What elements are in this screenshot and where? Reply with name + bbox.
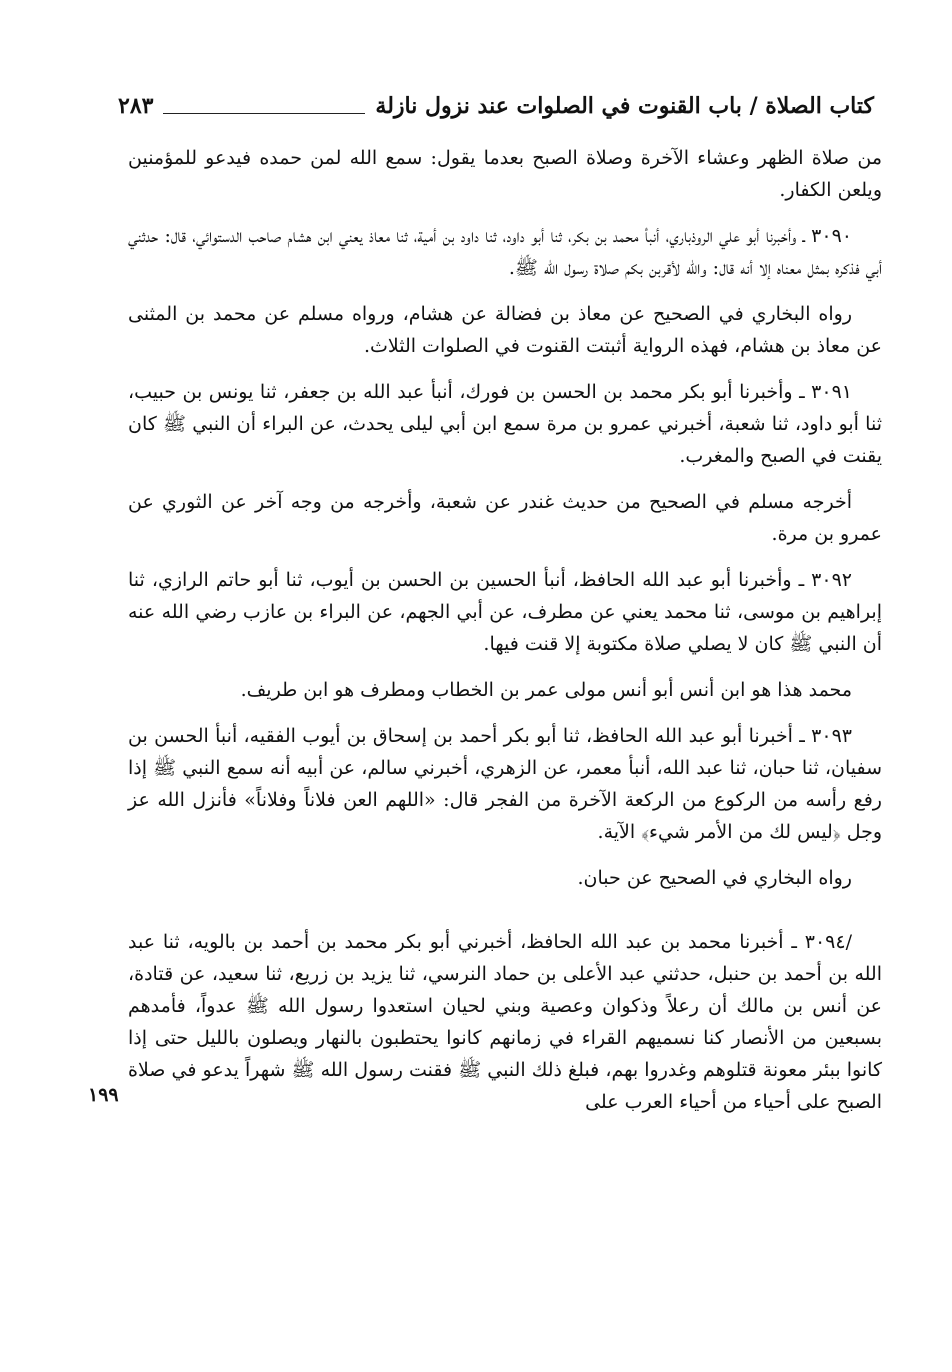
commentary-paragraph: رواه البخاري في الصحيح عن معاذ بن فضالة عن هشام، ورواه مسلم عن محمد بن المثنى عن معاذ بن هشام، فهذه الرواية أثبتت القنوت في الصلوات الثلاث. [128,303,882,357]
chapter-title: كتاب الصلاة / باب القنوت في الصلوات عند نزول نازلة [375,93,874,119]
hadith-3092: ٣٠٩٢ ـ وأخبرنا أبو عبد الله الحافظ، أنبأ الحسين بن الحسن بن أيوب، ثنا أبو حاتم الرازي، ثنا إبراهيم بن موسى، ثنا محمد يعني عن مطرف، عن أبي الجهم، عن البراء بن عازب رضي الله عنه أن النبي ﷺ كان لا يصلي صلاة مكتوبة إلا قنت فيها. [128,569,882,655]
page-body [128,142,882,1132]
commentary-paragraph: رواه البخاري في الصحيح عن حبان. [577,867,852,889]
page-number: ٢٨٣ [118,93,154,119]
commentary-paragraph: أخرجه مسلم في الصحيح من حديث غندر عن شعبة، وأخرجه من وجه آخر عن الثوري عن عمرو بن مرة. [128,491,882,545]
running-header [118,88,874,124]
paragraph: من صلاة الظهر وعشاء الآخرة وصلاة الصبح بعدما يقول: سمع الله لمن حمده فيدعو للمؤمنين ويلعن الكفار. [128,147,882,201]
commentary-paragraph: محمد هذا هو ابن أنس أبو أنس مولى عمر بن الخطاب ومطرف هو ابن طريف. [240,679,852,701]
header-rule [163,113,365,114]
hadith-3094: /٣٠٩٤ ـ أخبرنا محمد بن عبد الله الحافظ، أخبرني أبو بكر محمد بن أحمد بن بالويه، ثنا عبد الله بن أحمد بن حنبل، حدثني عبد الأعلى بن حماد النرسي، ثنا يزيد بن زريع، ثنا سعيد، عن قتادة، عن أنس بن مالك أن رعلاً وذكوان وعصية وبني لحيان استعدوا رسول الله ﷺ عدواً، فأمدهم بسبعين من الأنصار كنا نسميهم القراء في زمانهم كانوا يحتطبون بالنهار ويصلون بالليل حتى إذا كانوا ببئر معونة قتلوهم وغدروا بهم، فبلغ ذلك النبي ﷺ فقنت رسول الله ﷺ شهراً يدعو في صلاة الصبح على أحياء من أحياء العرب على [128,931,882,1113]
paragraph-gap [128,908,882,926]
hadith-3090: ٣٠٩٠ ـ وأخبرنا أبو علي الروذباري، أنبأ محمد بن بكر، ثنا أبو داود، ثنا داود بن أمية، ثنا معاذ يعني ابن هشام صاحب الدستوائي، قال: حدثني أبي فذكره بمثل معناه إلا أنه قال: والله لأقربن بكم صلاة رسول الله ﷺ. [128,225,882,279]
hadith-3093: ٣٠٩٣ ـ أخبرنا أبو عبد الله الحافظ، ثنا أبو بكر أحمد بن إسحاق بن أيوب الفقيه، أنبأ الحسن بن سفيان، ثنا حبان، ثنا عبد الله، أنبأ معمر، عن الزهري، أخبرني سالم، عن أبيه أنه سمع النبي ﷺ إذا رفع رأسه من الركوع من الركعة الآخرة من الفجر قال: «اللهم العن فلاناً وفلاناً» فأنزل الله عز وجل ﴿ليس لك من الأمر شيء﴾ الآية. [128,725,882,843]
margin-page-reference: ١٩٩ [88,1084,119,1106]
hadith-3091: ٣٠٩١ ـ وأخبرنا أبو بكر محمد بن الحسن بن فورك، أنبأ عبد الله بن جعفر، ثنا يونس بن حبيب، ثنا أبو داود، ثنا شعبة، أخبرني عمرو بن مرة سمع ابن أبي ليلى يحدث، عن البراء أن النبي ﷺ كان يقنت في الصبح والمغرب. [128,381,882,467]
